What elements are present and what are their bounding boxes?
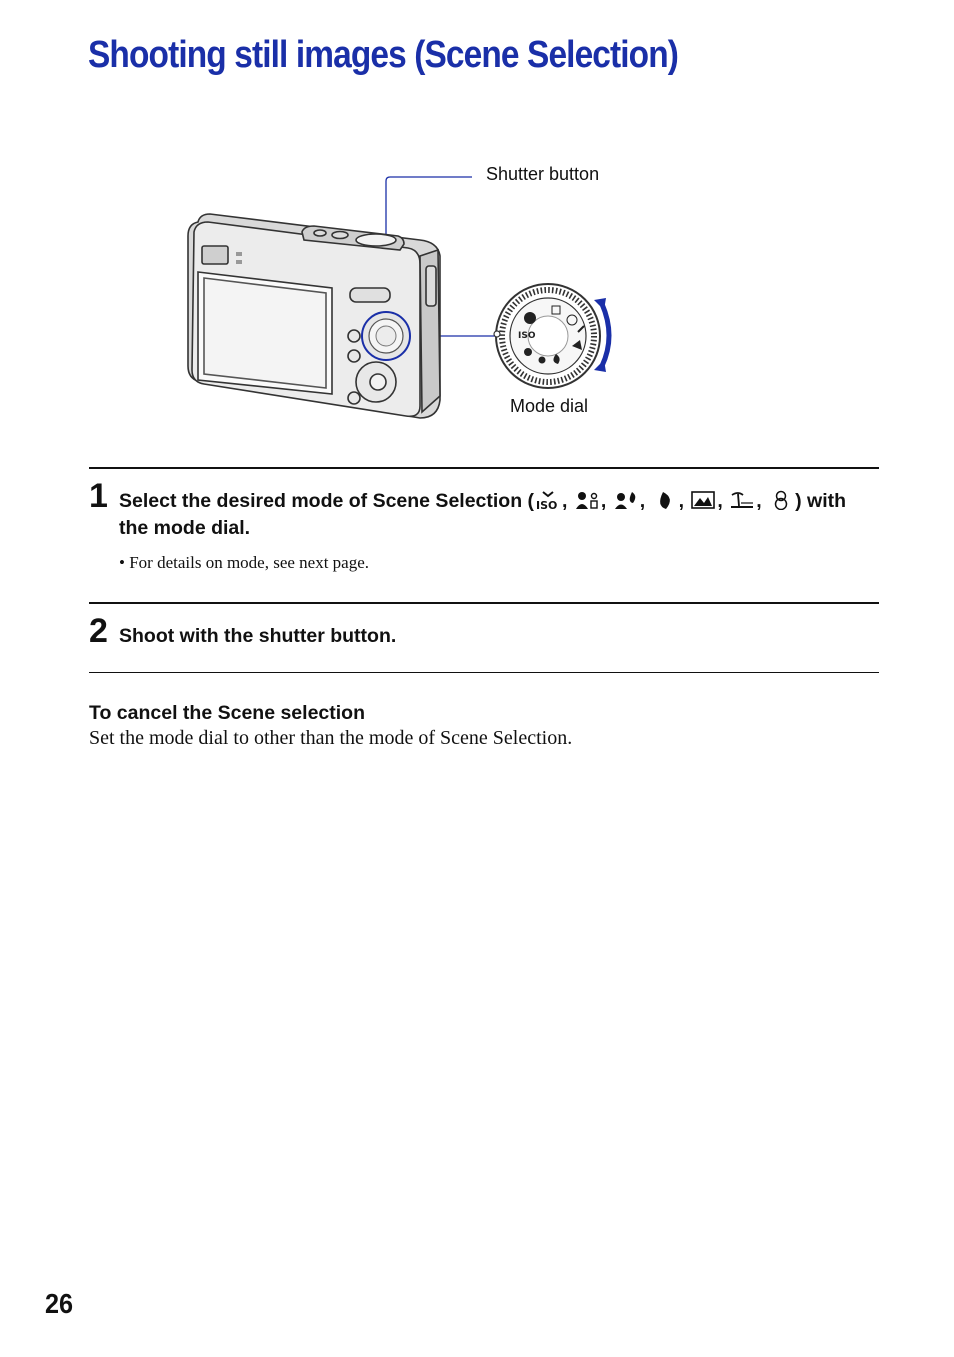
camera-body — [188, 214, 440, 418]
step-2-number: 2 — [89, 612, 108, 650]
step-1-number: 1 — [89, 477, 108, 515]
landscape-icon — [690, 490, 716, 510]
cancel-heading: To cancel the Scene selection — [89, 702, 365, 724]
svg-text:ISO: ISO — [518, 331, 536, 341]
twilight-portrait-icon — [613, 490, 639, 510]
shutter-button-label: Shutter button — [486, 164, 600, 184]
step-2-text: Shoot with the shutter button. — [119, 625, 397, 647]
page-number: 26 — [45, 1288, 74, 1319]
soft-snap-icon — [574, 490, 600, 510]
high-sensitivity-iso-icon — [535, 490, 561, 510]
cancel-body: Set the mode dial to other than the mode of Scene Selection. — [89, 727, 573, 749]
camera-illustration — [180, 160, 640, 430]
step-1-rule — [89, 467, 879, 469]
shutter-callout-line — [386, 177, 472, 240]
step-1-text-after: ) with the mode dial. — [119, 490, 847, 539]
step-1-note: • For details on mode, see next page. — [119, 553, 370, 572]
mode-dial-on-camera — [362, 312, 410, 360]
snow-icon — [768, 490, 794, 510]
step-1-text-before: Select the desired mode of Scene Selection ( — [119, 490, 535, 512]
step-2-rule — [89, 602, 879, 604]
step-1-text: Select the desired mode of Scene Selection ( ISO , , , , , , ) with the mode dial. — [119, 490, 847, 539]
step-end-rule — [89, 672, 879, 673]
beach-icon — [729, 490, 755, 510]
mode-dial-label: Mode dial — [510, 396, 589, 416]
twilight-icon — [652, 490, 678, 510]
mode-dial-enlarged — [494, 284, 609, 388]
svg-text:ISO: ISO — [536, 499, 558, 510]
page-title: Shooting still images (Scene Selection) — [88, 34, 679, 76]
